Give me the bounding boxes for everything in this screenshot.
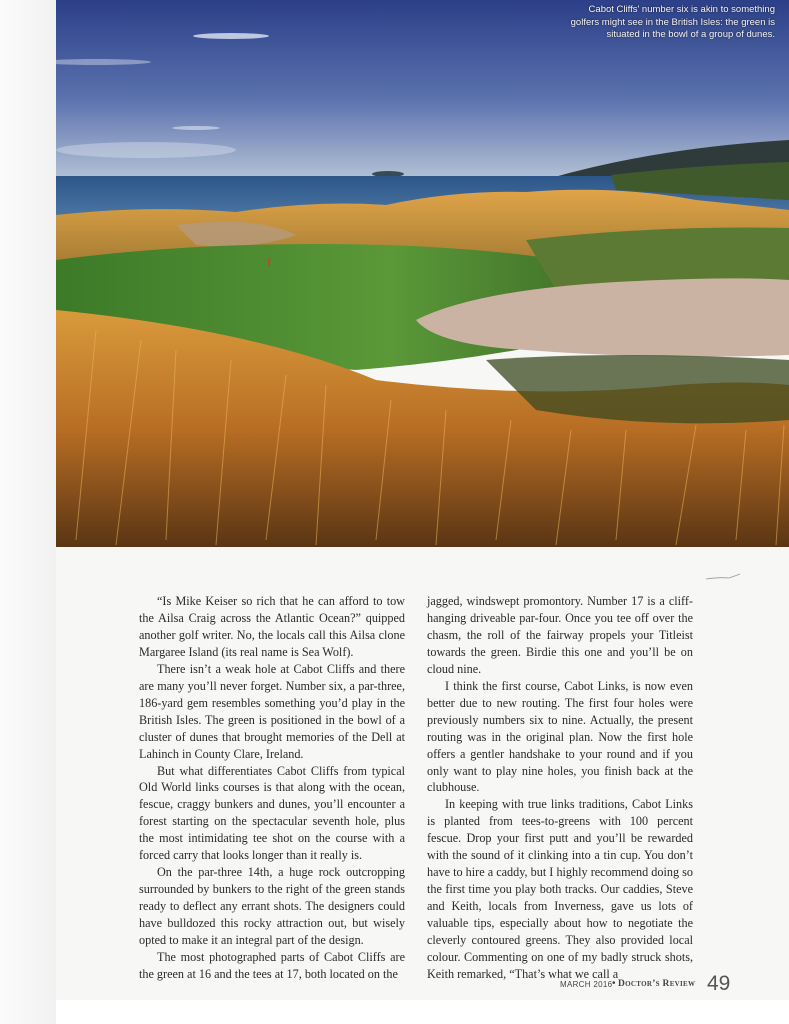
paragraph: In keeping with true links traditions, Cabot Links is planted from tees-to-greens with 100 percent fescue. Drop your first putt and you’ll be rewarded with the sound of it clinking into a tin cup. You don’t have to hire a caddy, but I highly recommend doing so the first time you play both tracks. Our caddies, Steve and Keith, locals from Inverness, gave us lots of valuable tips, especially about how to negotiate the cleverly contoured greens. They also provided local colour. Commenting on one of my badly struck shots, Keith remarked, “That’s what we call a	[427, 797, 693, 981]
page-footer	[560, 974, 760, 994]
issue-date: MARCH 2016	[560, 980, 613, 989]
cloud	[56, 142, 236, 158]
paragraph: “Is Mike Keiser so rich that he can afford to tow the Ailsa Craig across the Atlantic Ocean?” quipped another golf writer. No, the locals call this Ailsa clone Margaree Island (its real name is Sea Wolf).	[139, 594, 405, 659]
paragraph: But what differentiates Cabot Cliffs from typical Old World links courses is that along with the ocean, fescue, craggy bunkers and dunes, you’ll encounter a forest starting on the spectacular seventh hole, plus the most intimidating tee shot on the course with a forced carry that looks longer than it really is.	[139, 763, 405, 863]
golf-course-photo	[56, 0, 789, 547]
photo-caption: Cabot Cliffs' number six is akin to something golfers might see in the British Isles: the green is situated in the bowl of a group of dunes.	[570, 4, 775, 40]
landscape-illustration	[56, 0, 789, 547]
paragraph: I think the first course, Cabot Links, is now even better due to new routing. The first four holes were previously numbers six to nine. Actually, the present routing was in the original plan. Now the first hole offers a gentler handshake to your round and if you only want to play nine holes, you finish back at the clubhouse.	[427, 678, 693, 795]
cloud	[172, 126, 220, 130]
publication-name: Doctor’s Review	[618, 979, 696, 989]
paragraph: jagged, windswept promontory. Number 17 is a cliff-hanging driveable par-four. Once you tee off over the chasm, the roll of the fairway propels your Titleist towards the green. Birdie this one and you’ll be on cloud nine.	[427, 594, 693, 676]
cloud	[193, 33, 269, 39]
paragraph: The most photographed parts of Cabot Cliffs are the green at 16 and the tees at 17, both located on the	[139, 950, 405, 981]
footer-separator: •	[612, 978, 616, 989]
article-column-right	[427, 593, 693, 983]
paragraph: On the par-three 14th, a huge rock outcropping surrounded by bunkers to the right of the green stands ready to deflect any errant shots. The designers could have bulldozed this rocky attraction out, but wisely opted to make it an integral part of the design.	[139, 865, 405, 948]
scan-mark	[705, 573, 741, 581]
page-number: 49	[707, 972, 731, 995]
scan-edge	[0, 0, 56, 1024]
paragraph: There isn’t a weak hole at Cabot Cliffs and there are many you’ll never forget. Number six, a par-three, 186-yard gem resembles something you’d play in the British Isles. The green is positioned in the bowl of a cluster of dunes that brought memories of the Dell at Lahinch in County Clare, Ireland.	[139, 661, 405, 761]
article-column-left	[139, 593, 405, 983]
